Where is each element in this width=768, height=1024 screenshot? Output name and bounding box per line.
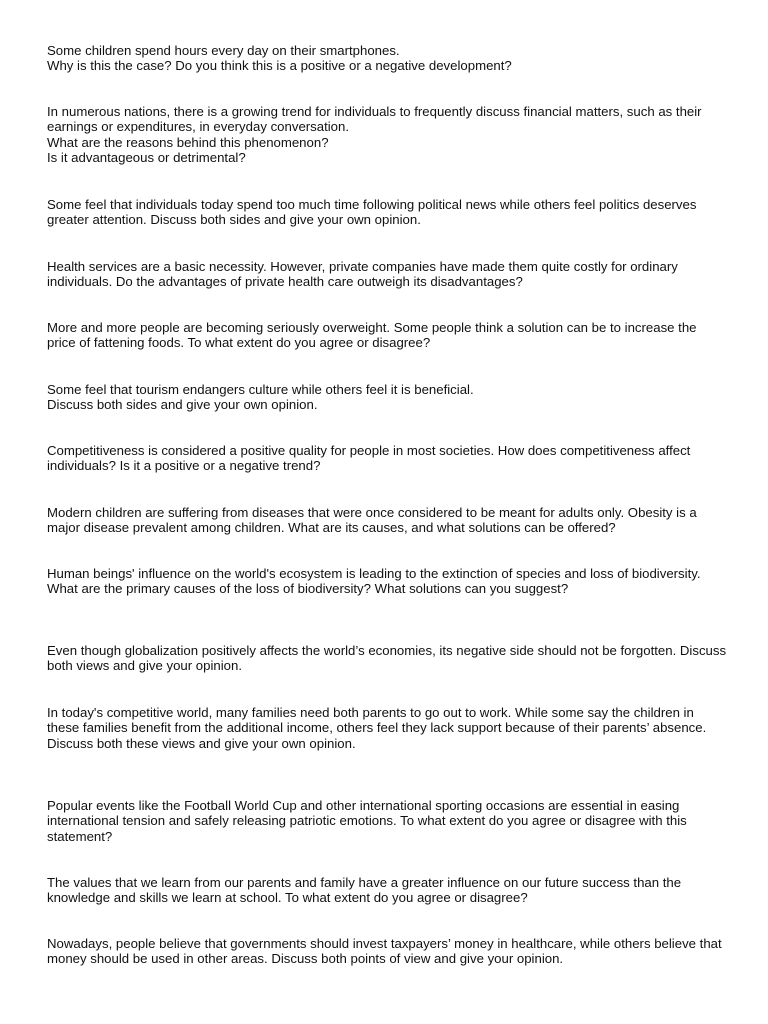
prompt-line: Even though globalization positively affects the world’s economies, its negative side should not be forgotten. Discuss both views and give your opinion.	[47, 643, 727, 674]
essay-prompt-8	[47, 505, 727, 536]
prompt-line: Some children spend hours every day on their smartphones.	[47, 43, 400, 58]
essay-prompt-14	[47, 936, 727, 967]
prompt-line: Human beings' influence on the world's ecosystem is leading to the extinction of species and loss of biodiversity.	[47, 566, 701, 581]
prompt-line: Is it advantageous or detrimental?	[47, 150, 246, 166]
essay-prompt-4	[47, 259, 727, 290]
prompt-line: In numerous nations, there is a growing trend for individuals to frequently discuss financial matters, such as their earnings or expenditures, in everyday conversation.	[47, 104, 702, 135]
prompt-line: What are the reasons behind this phenomenon?	[47, 134, 329, 150]
prompt-line: Modern children are suffering from diseases that were once considered to be meant for adults only. Obesity is a major disease prevalent among children. What are its causes, and what solutions can be offered?	[47, 505, 697, 536]
prompt-line: Nowadays, people believe that governments should invest taxpayers’ money in healthcare, while others believe that money should be used in other areas. Discuss both points of view and give your opinion.	[47, 936, 722, 967]
prompt-line: Some feel that individuals today spend too much time following political news while others feel politics deserves greater attention. Discuss both sides and give your own opinion.	[47, 197, 697, 228]
prompt-line: Competitiveness is considered a positive quality for people in most societies. How does competitiveness affect individuals? Is it a positive or a negative trend?	[47, 443, 691, 474]
essay-prompt-2	[47, 104, 727, 166]
essay-prompt-9	[47, 566, 727, 597]
essay-prompt-11	[47, 705, 727, 751]
essay-prompt-1	[47, 43, 727, 74]
prompt-line: The values that we learn from our parents and family have a greater influence on our future success than the knowledge and skills we learn at school. To what extent do you agree or disagree?	[47, 875, 682, 906]
prompt-line: Discuss both these views and give your own opinion.	[47, 735, 356, 751]
essay-prompt-12	[47, 798, 727, 844]
essay-prompt-10	[47, 643, 727, 674]
essay-prompt-3	[47, 197, 727, 228]
prompt-line: Health services are a basic necessity. However, private companies have made them quite costly for ordinary individuals. Do the advantages of private health care outweigh its disadvantages?	[47, 259, 678, 290]
essay-prompt-5	[47, 320, 727, 351]
prompt-line: What are the primary causes of the loss of biodiversity? What solutions can you suggest?	[47, 581, 569, 597]
prompt-line: Some feel that tourism endangers culture while others feel it is beneficial.	[47, 382, 474, 397]
prompt-line: Discuss both sides and give your own opinion.	[47, 397, 318, 413]
essay-prompt-7	[47, 443, 727, 474]
prompt-line: Why is this the case? Do you think this is a positive or a negative development?	[47, 58, 512, 74]
essay-prompt-13	[47, 875, 727, 906]
prompt-line: Popular events like the Football World Cup and other international sporting occasions are essential in easing international tension and safely releasing patriotic emotions. To what extent do you agree or disagree with this statement?	[47, 798, 687, 844]
prompt-line: In today's competitive world, many families need both parents to go out to work. While some say the children in these families benefit from the additional income, others feel they lack support because of their parents’ absence.	[47, 705, 707, 736]
essay-prompt-6	[47, 382, 727, 413]
prompt-line: More and more people are becoming seriously overweight. Some people think a solution can be to increase the price of fattening foods. To what extent do you agree or disagree?	[47, 320, 697, 351]
